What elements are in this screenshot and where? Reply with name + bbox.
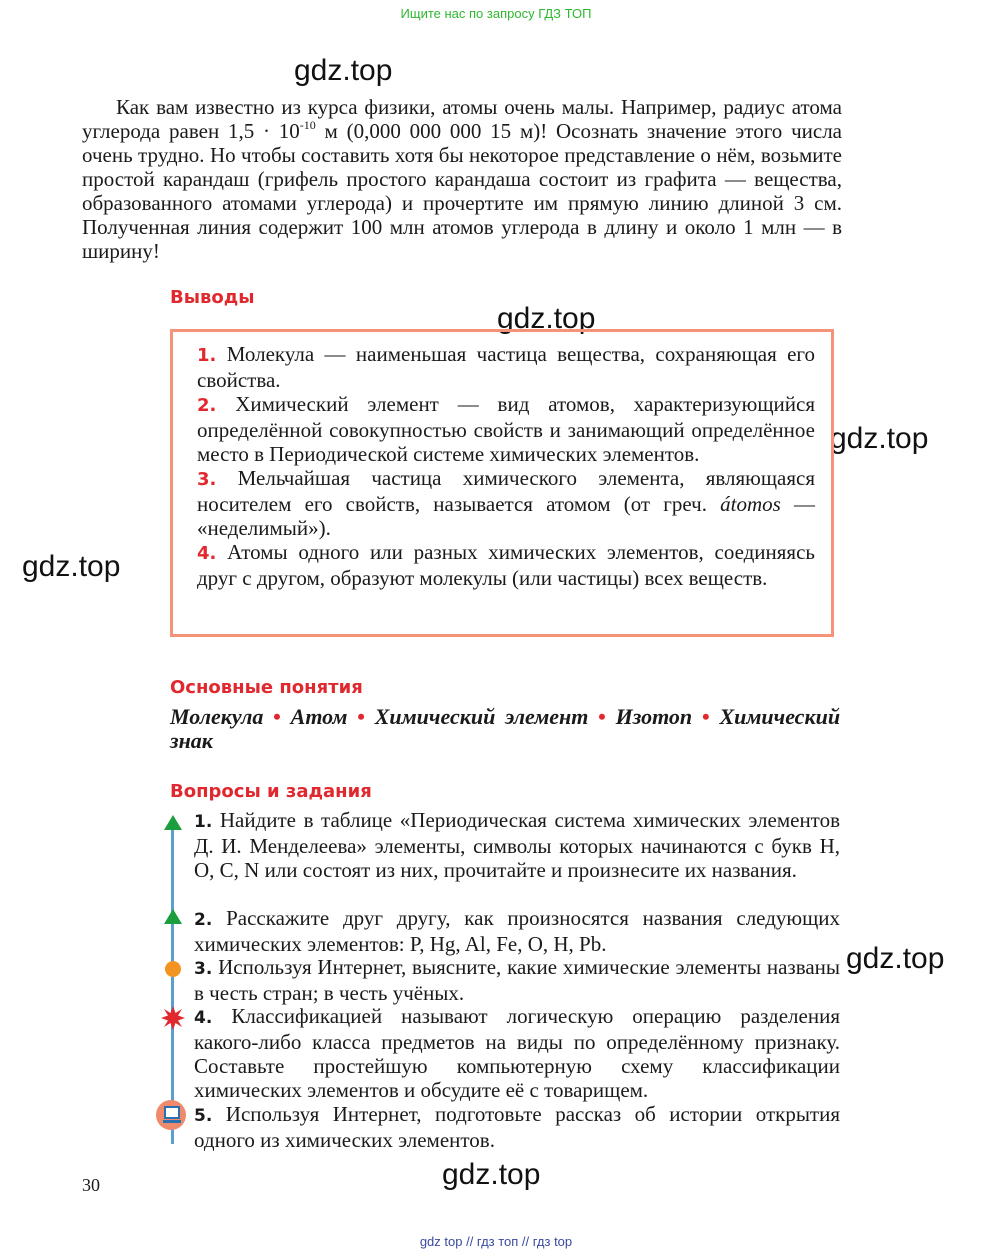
intro-paragraph xyxy=(82,95,842,263)
conclusion-number: 3. xyxy=(197,469,217,490)
conclusion-number: 1. xyxy=(197,345,217,366)
conclusion-text: Молекула — наименьшая частица вещества, сохраняющая его свойства. xyxy=(197,342,815,392)
conclusions-list xyxy=(197,342,815,590)
concepts-list xyxy=(170,705,840,753)
question-number: 3. xyxy=(194,959,213,979)
conclusion-text-end: — «неделимый»). xyxy=(197,492,816,540)
concepts-heading: Основные понятия xyxy=(170,677,363,698)
star-red-icon xyxy=(160,1005,186,1031)
circle-orange-icon xyxy=(162,958,184,980)
conclusion-text: Атомы одного или разных химических элементов, соединяясь друг с другом, образуют молекулы (или частицы) всех веществ. xyxy=(197,540,815,590)
top-search-note: Ищите нас по запросу ГДЗ ТОП xyxy=(400,6,592,21)
question-number: 2. xyxy=(194,910,213,930)
conclusion-item xyxy=(197,466,815,540)
page-number: 30 xyxy=(82,1175,100,1195)
question-item xyxy=(194,906,840,956)
watermark: gdz.top xyxy=(846,942,945,975)
conclusion-item xyxy=(197,342,815,392)
conclusion-item xyxy=(197,392,815,466)
concept-term: Молекула xyxy=(170,704,264,729)
question-number: 5. xyxy=(194,1106,213,1126)
conclusions-box xyxy=(170,329,834,637)
question-number: 4. xyxy=(194,1008,213,1028)
question-item xyxy=(194,1004,840,1102)
triangle-green-icon xyxy=(162,907,184,927)
difficulty-line xyxy=(171,826,174,1144)
conclusion-item xyxy=(197,540,815,590)
question-text: Найдите в таблице «Периодическая система химических элементов Д. И. Менделеева» элементы, символы которых начинаются с букв H, O, C, N или состоят из них, прочитайте и произнесите их названия. xyxy=(194,808,840,882)
watermark: gdz.top xyxy=(830,422,929,455)
footer-note: gdz top // гдз топ // гдз top xyxy=(419,1234,573,1249)
separator-dot: • xyxy=(598,704,606,729)
questions-heading: Вопросы и задания xyxy=(170,781,372,802)
watermark: gdz.top xyxy=(22,550,121,583)
watermark: gdz.top xyxy=(497,302,596,335)
conclusion-number: 2. xyxy=(197,395,217,416)
question-text: Расскажите друг другу, как произносятся названия следующих химических элементов: P, Hg, Al, Fe, O, H, Pb. xyxy=(194,906,841,956)
question-text: Классификацией называют логическую операцию разделения какого-либо класса предметов на виды по определённому признаку. Составьте простейшую компьютерную схему классификации химических элементов и обсудите её с товарищем. xyxy=(194,1004,840,1102)
watermark: gdz.top xyxy=(294,54,393,87)
question-item xyxy=(194,1102,840,1152)
watermark: gdz.top xyxy=(442,1158,541,1191)
separator-dot: • xyxy=(701,704,710,729)
conclusion-text: Мельчайшая частица химического элемента, являющаяся носителем его свойств, называется атомом (от греч. xyxy=(197,466,815,516)
concept-term: Атом xyxy=(290,704,348,729)
concept-term: Изотоп xyxy=(615,704,693,729)
concept-term: Химический знак xyxy=(170,704,841,753)
computer-icon xyxy=(154,1098,188,1132)
question-text: Используя Интернет, подготовьте рассказ об истории открытия одного из химических элементов. xyxy=(194,1102,841,1152)
separator-dot: • xyxy=(273,704,281,729)
intro-text-part2: м (0,000 000 000 15 м)! Осознать значение этого числа очень трудно. Но чтобы составить хотя бы некоторое представление о нём, возьмите простой карандаш (грифель простого карандаша состоит из графита — вещества, образованного атомами углерода) и прочертите им прямую линию длиной 3 см. Полученная линия содержит 100 млн атомов углерода в длину и около 1 млн — в ширину! xyxy=(82,119,842,263)
triangle-green-icon xyxy=(162,813,184,833)
question-item xyxy=(194,955,840,1005)
separator-dot: • xyxy=(357,704,365,729)
conclusion-number: 4. xyxy=(197,543,217,564)
question-item xyxy=(194,808,840,882)
intro-exponent: -10 xyxy=(299,118,316,132)
greek-word: átomos xyxy=(720,492,781,516)
intro-text-part1: Как вам известно из курса физики, атомы очень малы. Например, радиус атома углерода равен 1,5 · 10 xyxy=(82,95,842,143)
question-number: 1. xyxy=(194,812,213,832)
concept-term: Химический элемент xyxy=(374,704,589,729)
conclusions-heading: Выводы xyxy=(170,287,255,308)
conclusion-text: Химический элемент — вид атомов, характеризующийся определённой совокупностью свойств и занимающий определённое место в Периодической системе химических элементов. xyxy=(197,392,815,466)
question-text: Используя Интернет, выясните, какие химические элементы названы в честь стран; в честь учёных. xyxy=(194,955,840,1005)
